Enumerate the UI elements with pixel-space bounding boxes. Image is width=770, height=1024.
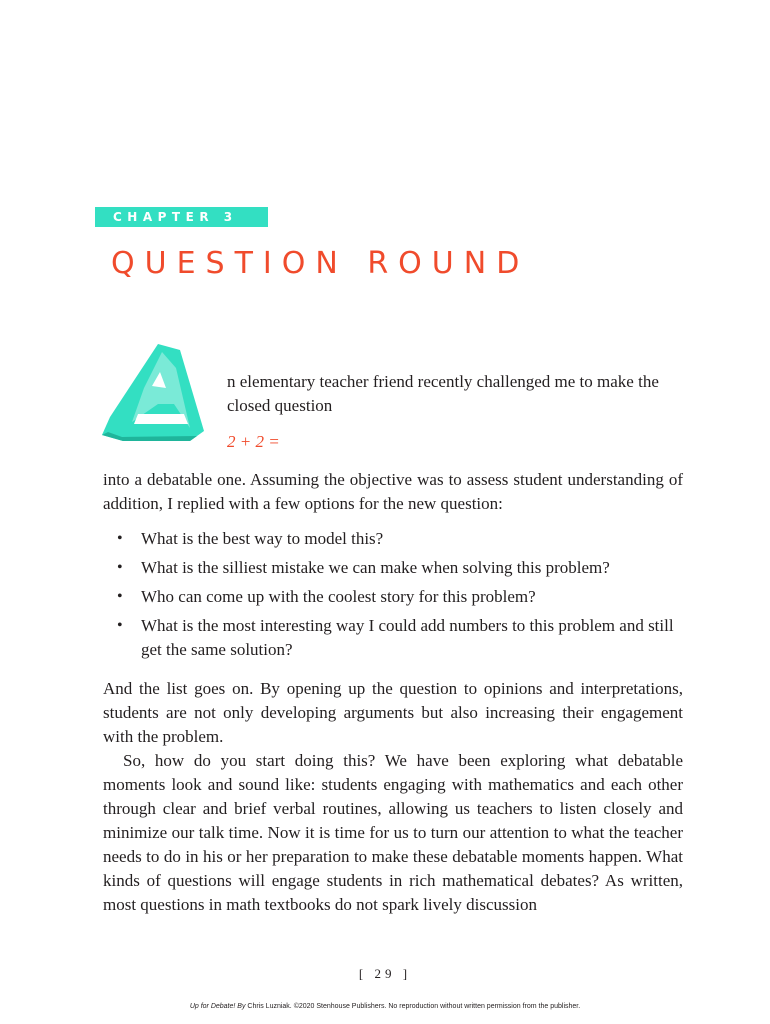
paragraph: into a debatable one. Assuming the objective was to assess student understanding of addition, I replied with a few options for the new question:	[103, 470, 683, 513]
chapter-title: QUESTION ROUND	[111, 246, 530, 281]
bullet-icon: •	[117, 588, 123, 605]
chapter-label: CHAPTER 3	[113, 210, 238, 224]
copyright-footer	[0, 1003, 770, 1010]
paragraph: And the list goes on. By opening up the question to opinions and interpretations, students are not only developing arguments but also increasing their engagement with the problem.	[103, 679, 683, 746]
book-title: Up for Debate! By	[189, 1003, 246, 1010]
bullet-icon: •	[117, 617, 123, 634]
list-item: • Who can come up with the coolest story for this problem?	[117, 585, 677, 609]
equation: 2 + 2 =	[227, 432, 280, 451]
bullet-icon: •	[117, 559, 123, 576]
footer-credit: Chris Luzniak. ©2020 Stenhouse Publishers. No reproduction without written permission from the publisher.	[245, 1003, 581, 1010]
list-item: • What is the best way to model this?	[117, 527, 677, 551]
list-item: • What is the most interesting way I could add numbers to this problem and still get the same solution?	[117, 616, 674, 659]
bullet-icon: •	[117, 530, 123, 547]
bullet-list	[117, 527, 677, 667]
intro-text: n elementary teacher friend recently challenged me to make the closed question	[227, 372, 659, 415]
page-number: [ 29 ]	[358, 966, 412, 981]
paragraph: So, how do you start doing this? We have been exploring what debatable moments look and sound like: students engaging with mathematics and each other through clear and brief verbal routines, allowing us teachers to listen closely and minimize our talk time. Now it is time for us to turn our attention to what the teacher needs to do in his or her preparation to make these debatable moments happen. What kinds of questions will engage students in rich mathematical debates? As written, most questions in math textbooks do not spark lively discussion	[103, 751, 683, 914]
drop-cap-a-icon	[100, 342, 225, 442]
list-item: • What is the silliest mistake we can make when solving this problem?	[117, 556, 677, 580]
